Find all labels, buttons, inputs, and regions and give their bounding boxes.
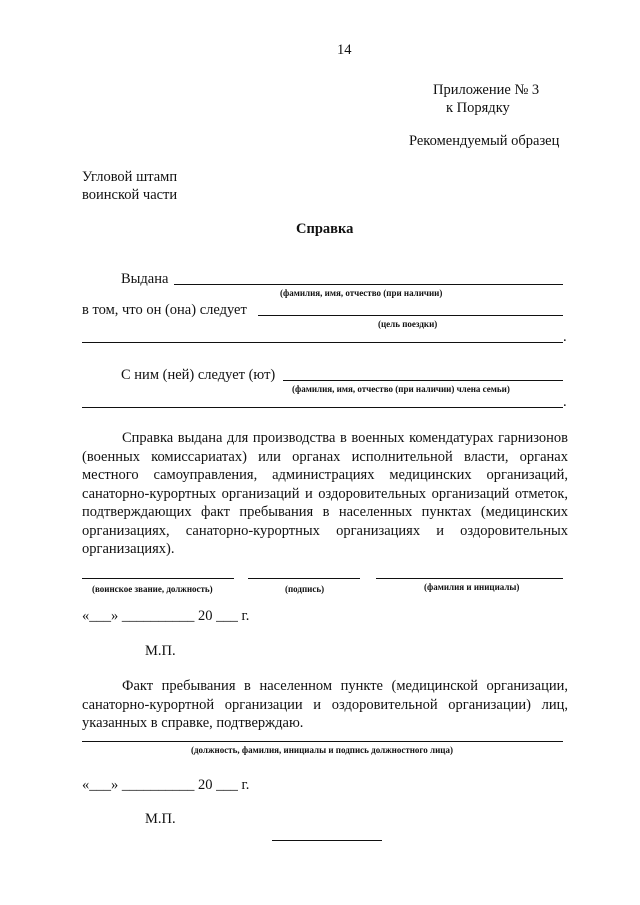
- stamp-mark-2: М.П.: [145, 811, 176, 827]
- stamp-mark-1: М.П.: [145, 643, 176, 659]
- official-line[interactable]: [82, 741, 563, 742]
- document-title: Справка: [296, 221, 354, 237]
- main-paragraph: Справка выдана для производства в военных комендатурах гарнизонов (военных комиссариатах) или органах исполнительной власти, органах местного самоуправления, администрациях медицинских организаций, санаторно-курортных организаций и оздоровительных организаций отметок, подтверждающих факт пребывания в населенных пунктах (медицинских организациях, санаторно-курортных организациях и оздоровительных организациях).: [82, 430, 568, 557]
- confirm-paragraph: Факт пребывания в населенном пункте (медицинской организации, санаторно-курортной организации и оздоровительной организации) лиц, указанных в справке, подтверждаю.: [82, 678, 568, 731]
- accompanied-label: С ним (ней) следует (ют): [121, 367, 276, 383]
- line-end-dot-1: .: [563, 329, 567, 345]
- date-field-2: «___» __________ 20 ___ г.: [82, 777, 250, 793]
- purpose-line[interactable]: [258, 315, 563, 316]
- name-hint: (фамилия и инициалы): [424, 582, 520, 592]
- name-line[interactable]: [376, 578, 563, 579]
- purpose-continuation-line[interactable]: [82, 342, 563, 343]
- in-that-label: в том, что он (она) следует: [82, 302, 247, 318]
- purpose-hint: (цель поездки): [378, 319, 438, 329]
- official-hint: (должность, фамилия, инициалы и подпись должностного лица): [191, 745, 453, 755]
- date-field-1: «___» __________ 20 ___ г.: [82, 608, 250, 624]
- stamp-line-2: воинской части: [82, 187, 178, 203]
- appendix-line-1: Приложение № 3: [433, 82, 540, 98]
- issued-to-hint: (фамилия, имя, отчество (при наличии): [280, 288, 443, 298]
- family-hint: (фамилия, имя, отчество (при наличии) члена семьи): [292, 384, 510, 394]
- accompanied-line[interactable]: [283, 380, 563, 381]
- stamp-line-1: Угловой штамп: [82, 169, 178, 185]
- line-end-dot-2: .: [563, 394, 567, 410]
- issued-to-label: Выдана: [121, 271, 169, 287]
- family-continuation-line[interactable]: [82, 407, 563, 408]
- issued-to-line[interactable]: [174, 284, 563, 285]
- signature-line[interactable]: [248, 578, 360, 579]
- closing-rule: [272, 840, 382, 841]
- sign-hint: (подпись): [285, 584, 325, 594]
- page-number: 14: [337, 42, 352, 58]
- rank-hint: (воинское звание, должность): [92, 584, 213, 594]
- rank-line[interactable]: [82, 578, 234, 579]
- appendix-line-2: к Порядку: [446, 100, 510, 116]
- recommended-sample: Рекомендуемый образец: [409, 133, 560, 149]
